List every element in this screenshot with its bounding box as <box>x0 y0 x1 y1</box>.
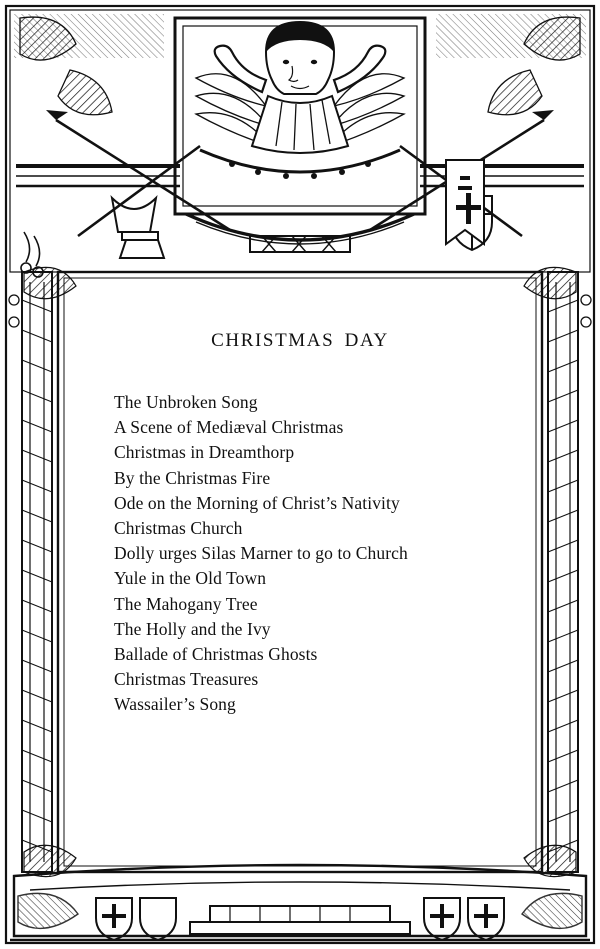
list-item[interactable]: The Holly and the Ivy <box>114 618 271 639</box>
list-item[interactable]: Christmas Church <box>114 518 243 539</box>
list-item[interactable]: The Mahogany Tree <box>114 593 258 614</box>
top-angel-panel <box>10 10 590 277</box>
list-item[interactable]: Christmas Treasures <box>114 669 259 690</box>
list-item[interactable]: The Unbroken Song <box>114 392 258 412</box>
list-item[interactable]: Wassailer’s Song <box>114 694 236 715</box>
bottom-base-panel <box>10 865 590 940</box>
list-item[interactable]: Ode on the Morning of Christ’s Nativity <box>114 492 400 513</box>
page-title: CHRISTMAS DAY <box>211 330 389 351</box>
list-item[interactable]: Dolly urges Silas Marner to go to Church <box>114 543 408 564</box>
table-of-contents <box>60 390 540 718</box>
list-item[interactable]: A Scene of Mediæval Christmas <box>114 417 344 438</box>
list-item[interactable]: Yule in the Old Town <box>114 568 267 589</box>
list-item[interactable]: Christmas in Dreamthorp <box>114 442 295 463</box>
list-item[interactable]: Ballade of Christmas Ghosts <box>114 644 318 665</box>
list-item[interactable]: By the Christmas Fire <box>114 467 271 488</box>
contents-block <box>60 330 540 718</box>
